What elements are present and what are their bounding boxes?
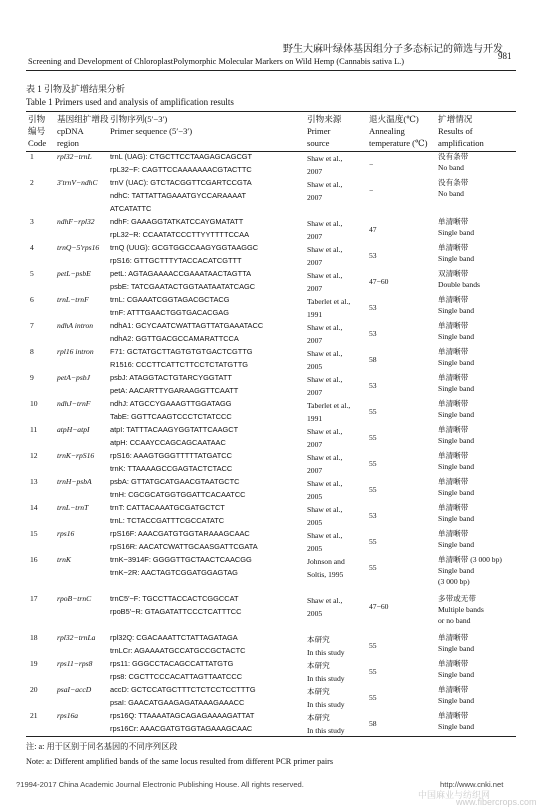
row-result: 单清晰带 [438, 347, 469, 356]
row-result: 单清晰带 [438, 711, 469, 720]
row-result: Single band [438, 540, 475, 549]
row-result: 单清晰带 [438, 321, 469, 330]
row-result: 单清晰带 [438, 425, 469, 434]
row-code: 7 [30, 321, 34, 330]
row-primer-sequence: psaI: GAACATGAAGAGATAAAGAAACC [110, 698, 245, 707]
row-region: trnQ−5′rps16 [57, 243, 100, 252]
row-primer-sequence: rps16Cr: AAACGATGTGGTAGAAAGCAAC [110, 724, 253, 733]
row-annealing-temp: 55 [369, 459, 377, 468]
row-source: 1991 [307, 414, 323, 423]
row-primer-sequence: trnL: TCTACCGATTTCGCCATATC [110, 516, 225, 525]
row-result: Single band [438, 332, 475, 341]
row-region: rps16a [57, 711, 79, 720]
row-result: 单清晰带 [438, 685, 469, 694]
row-region: trnH−psbA [57, 477, 92, 486]
row-primer-sequence: rpS16: GTTGCTTTYTACCACATCGTTT [110, 256, 242, 265]
row-annealing-temp: 53 [369, 251, 377, 260]
row-code: 2 [30, 178, 34, 187]
row-annealing-temp: 55 [369, 485, 377, 494]
row-source: 1991 [307, 310, 323, 319]
row-annealing-temp: 55 [369, 641, 377, 650]
row-result: 双清晰带 [438, 269, 469, 278]
row-result: Single band [438, 670, 475, 679]
copyright-footer: ?1994-2017 China Academic Journal Electronic Publishing House. All rights reserved. [16, 780, 304, 789]
row-source: Johnson and [307, 557, 345, 566]
row-code: 9 [30, 373, 34, 382]
row-source: In this study [307, 726, 345, 735]
row-code: 8 [30, 347, 34, 356]
row-result: or no band [438, 616, 471, 625]
row-result: Single band [438, 436, 475, 445]
row-result: 单清晰带 [438, 529, 469, 538]
row-annealing-temp: 58 [369, 719, 377, 728]
row-source: 2007 [307, 336, 323, 345]
row-source: Soltis, 1995 [307, 570, 344, 579]
table-note-cn: 注: a: 用于区别于同名基因的不同序列区段 [26, 742, 178, 751]
row-primer-sequence: trnV (UAC): GTCTACGGTTCGARTCCGTA [110, 178, 252, 187]
row-primer-sequence: rps8: CGCTTCCCACATTAGTTAATCCC [110, 672, 243, 681]
row-region: ndhJ−trnF [57, 399, 91, 408]
table-bottom-rule [26, 736, 516, 737]
row-code: 16 [30, 555, 38, 564]
row-region: trnL−trnF [57, 295, 89, 304]
row-primer-sequence: ndhA2: GGTTGACGCCAMARATTCCA [110, 334, 239, 343]
row-primer-sequence: rpl32Q: CGACAAATTCTATTAGATAGA [110, 633, 238, 642]
row-region: rpl16 intron [57, 347, 94, 356]
row-source: 2007 [307, 232, 323, 241]
row-annealing-temp: 55 [369, 693, 377, 702]
row-result: 单清晰带 (3 000 bp) [438, 555, 502, 564]
row-result: No band [438, 189, 464, 198]
row-annealing-temp: 55 [369, 667, 377, 676]
row-annealing-temp: 58 [369, 355, 377, 364]
row-source: 本研究 [307, 713, 330, 722]
row-result: Single band [438, 696, 475, 705]
row-annealing-temp: 55 [369, 433, 377, 442]
row-region: rpl32−trnLa [57, 633, 96, 642]
running-header-cn: 野生大麻叶绿体基因组分子多态标记的筛选与开发 [283, 44, 503, 55]
row-primer-sequence: TabE: GGTTCAAGTCCCTCTATCCC [110, 412, 232, 421]
watermark-url: www.fibercrops.com [456, 797, 537, 807]
row-region: ndhF−rpl32 [57, 217, 95, 226]
row-source: Shaw et al., [307, 219, 343, 228]
row-code: 11 [30, 425, 38, 434]
row-code: 20 [30, 685, 38, 694]
row-source: Shaw et al., [307, 271, 343, 280]
row-source: In this study [307, 674, 345, 683]
row-source: Shaw et al., [307, 505, 343, 514]
row-code: 13 [30, 477, 38, 486]
row-region: psaI−accD [57, 685, 92, 694]
row-result: 单清晰带 [438, 243, 469, 252]
row-annealing-temp: − [369, 160, 374, 169]
row-result: Single band [438, 644, 475, 653]
row-source: Shaw et al., [307, 180, 343, 189]
row-annealing-temp: 53 [369, 303, 377, 312]
row-primer-sequence: ndhJ: ATGCCYGAAAGTTGGATAGG [110, 399, 232, 408]
row-annealing-temp: 53 [369, 381, 377, 390]
row-code: 19 [30, 659, 38, 668]
row-primer-sequence: rpS16R: AACATCWATTGCAASGATTCGATA [110, 542, 258, 551]
row-primer-sequence: accD: GCTCCATGCTTTCTCTCCTCCTTTG [110, 685, 256, 694]
row-primer-sequence: trnF: ATTTGAACTGGTGACACGAG [110, 308, 229, 317]
row-code: 5 [30, 269, 34, 278]
table-caption-cn: 表 1 引物及扩增结果分析 [26, 84, 126, 94]
row-result: 单清晰带 [438, 633, 469, 642]
row-primer-sequence: rpoB5′−R: GTAGATATTCCCTCATTTCC [110, 607, 242, 616]
row-source: Shaw et al., [307, 349, 343, 358]
col-header-code: 引物 编号 Code [28, 114, 47, 148]
row-source: Shaw et al., [307, 375, 343, 384]
row-source: 2005 [307, 518, 323, 527]
col-header-results: 扩增情况 Results of amplification [438, 114, 484, 148]
row-annealing-temp: − [369, 186, 374, 195]
header-rule [26, 70, 516, 71]
row-result: 单清晰带 [438, 295, 469, 304]
row-code: 17 [30, 594, 38, 603]
row-code: 4 [30, 243, 34, 252]
row-primer-sequence: atpI: TATTTACAAGYGGTATTCAAGCT [110, 425, 239, 434]
row-primer-sequence: R1516: CCCTTCATTCTTCCTCTATGTTG [110, 360, 248, 369]
row-source: 2005 [307, 492, 323, 501]
row-result: 没有条带 [438, 152, 469, 161]
cnki-url: http://www.cnki.net [440, 780, 504, 789]
row-result: Single band [438, 254, 475, 263]
row-region: rps16 [57, 529, 75, 538]
row-source: 本研究 [307, 635, 330, 644]
row-code: 15 [30, 529, 38, 538]
row-result: 单清晰带 [438, 373, 469, 382]
col-header-temp: 退火温度(℃) Annealing temperature (℃) [369, 114, 428, 148]
row-region: petA−psbJ [57, 373, 90, 382]
row-region: rpl32−trnL [57, 152, 92, 161]
row-result: Single band [438, 384, 475, 393]
row-primer-sequence: atpH: CCAAYCCAGCAGCAATAAC [110, 438, 226, 447]
row-region: petL−psbE [57, 269, 91, 278]
row-source: Shaw et al., [307, 154, 343, 163]
row-source: Shaw et al., [307, 427, 343, 436]
row-primer-sequence: trnK: TTAAAAGCCGAGTACTCTACC [110, 464, 233, 473]
row-primer-sequence: trnLCr: AGAAAATGCCATGCCGCTACTC [110, 646, 246, 655]
row-source: 2007 [307, 167, 323, 176]
row-code: 1 [30, 152, 34, 161]
row-source: 2007 [307, 258, 323, 267]
row-source: Shaw et al., [307, 323, 343, 332]
row-primer-sequence: trnL (UAG): CTGCTTCCTAAGAGCAGCGT [110, 152, 253, 161]
page-number: 981 [498, 51, 512, 61]
row-source: Shaw et al., [307, 453, 343, 462]
row-primer-sequence: ndhA1: GCYCAATCWATTAGTTATGAAATACC [110, 321, 264, 330]
row-source: 2007 [307, 388, 323, 397]
row-result: No band [438, 163, 464, 172]
row-primer-sequence: trnK−2R: AACTAGTCGGATGGAGTAG [110, 568, 238, 577]
row-region: trnK−rpS16 [57, 451, 95, 460]
row-source: Shaw et al., [307, 531, 343, 540]
watermark-cn: 中国麻业与纺织网 [418, 790, 491, 800]
row-result: Multiple bands [438, 605, 484, 614]
row-primer-sequence: rpL32−R: CCAATATCCCTTYYTTTTCCAA [110, 230, 249, 239]
row-source: 2007 [307, 466, 323, 475]
row-result: 单清晰带 [438, 451, 469, 460]
row-primer-sequence: trnL: CGAAATCGGTAGACGCTACG [110, 295, 230, 304]
row-source: Taberlet et al., [307, 297, 351, 306]
row-code: 3 [30, 217, 34, 226]
row-result: Double bands [438, 280, 480, 289]
row-result: 单清晰带 [438, 399, 469, 408]
table-note-en: Note: a: Different amplified bands of the same locus resulted from different PCR primer pairs [26, 757, 334, 766]
row-source: 2005 [307, 544, 323, 553]
row-primer-sequence: psbA: GTTATGCATGAACGTAATGCTC [110, 477, 240, 486]
row-primer-sequence: rps11: GGGCCTACAGCCATTATGTG [110, 659, 234, 668]
row-source: 本研究 [307, 687, 330, 696]
row-region: rpoB−trnC [57, 594, 92, 603]
row-code: 21 [30, 711, 38, 720]
row-primer-sequence: rpS16: AAAGTGGGTTTTTATGATCC [110, 451, 232, 460]
row-primer-sequence: F71: GCTATGCTTAGTGTGTGACTCGTTG [110, 347, 253, 356]
row-source: 2005 [307, 362, 323, 371]
row-region: atpH−atpI [57, 425, 90, 434]
row-result: Single band [438, 306, 475, 315]
row-result: 单清晰带 [438, 503, 469, 512]
row-result: 没有条带 [438, 178, 469, 187]
row-annealing-temp: 47 [369, 225, 377, 234]
row-source: 2007 [307, 440, 323, 449]
row-result: Single band [438, 228, 475, 237]
row-result: 多带或无带 [438, 594, 476, 603]
row-result: Single band [438, 488, 475, 497]
row-source: Shaw et al., [307, 479, 343, 488]
row-source: 本研究 [307, 661, 330, 670]
row-source: Shaw et al., [307, 596, 343, 605]
row-region: 3′trnV−ndhC [57, 178, 98, 187]
row-annealing-temp: 53 [369, 511, 377, 520]
row-result: (3 000 bp) [438, 577, 470, 586]
row-annealing-temp: 47−60 [369, 602, 389, 611]
row-annealing-temp: 55 [369, 407, 377, 416]
row-primer-sequence: petL: AGTAGAAAACCGAAATAACTAGTTA [110, 269, 251, 278]
row-code: 10 [30, 399, 38, 408]
col-header-source: 引物来源 Primer source [307, 114, 342, 148]
row-source: Shaw et al., [307, 245, 343, 254]
col-header-sequence: 引物序列(5′−3′) Primer sequence (5′−3′) [110, 114, 193, 136]
row-region: ndhA intron [57, 321, 94, 330]
row-primer-sequence: rpS16F: AAACGATGTGGTARAAAGCAAC [110, 529, 250, 538]
row-result: Single band [438, 358, 475, 367]
row-source: 2007 [307, 284, 323, 293]
row-source: In this study [307, 700, 345, 709]
row-primer-sequence: trnT: CATTACAAATGCGATGCTCT [110, 503, 225, 512]
row-source: 2005 [307, 609, 323, 618]
row-primer-sequence: trnH: CGCGCATGGTGGATTCACAATCC [110, 490, 246, 499]
row-region: trnL−trnT [57, 503, 89, 512]
row-primer-sequence: trnQ (UUG): GCGTGGCCAAGYGGTAAGGC [110, 243, 259, 252]
running-header-en: Screening and Development of ChloroplastPolymorphic Molecular Markers on Wild Hemp (Cannabis sativa L.) [28, 57, 405, 66]
row-result: Single band [438, 462, 475, 471]
row-result: 单清晰带 [438, 477, 469, 486]
row-primer-sequence: rpL32−F: CAGTTCCAAAAAAACGTACTTC [110, 165, 252, 174]
row-primer-sequence: ATCATATTC [110, 204, 152, 213]
row-annealing-temp: 47−60 [369, 277, 389, 286]
row-annealing-temp: 55 [369, 537, 377, 546]
row-primer-sequence: ndhC: TATTATTAGAAATGYCCARAAAAT [110, 191, 247, 200]
row-region: trnK [57, 555, 71, 564]
row-primer-sequence: trnK−3914F: GGGGTTGCTAACTCAACGG [110, 555, 252, 564]
row-primer-sequence: petA: AACARTTYGARAAGGTTCAATT [110, 386, 239, 395]
row-annealing-temp: 53 [369, 329, 377, 338]
row-result: Single band [438, 410, 475, 419]
row-primer-sequence: psbJ: ATAGGTACTGTARCYGGTATT [110, 373, 232, 382]
row-source: Taberlet et al., [307, 401, 351, 410]
row-primer-sequence: trnC5′−F: TGCCTTACCACTCGGCCAT [110, 594, 239, 603]
row-code: 6 [30, 295, 34, 304]
row-region: rps11−rps8 [57, 659, 93, 668]
row-result: Single band [438, 722, 475, 731]
row-annealing-temp: 55 [369, 563, 377, 572]
row-code: 12 [30, 451, 38, 460]
row-result: Single band [438, 566, 475, 575]
row-code: 18 [30, 633, 38, 642]
row-source: In this study [307, 648, 345, 657]
row-result: 单清晰带 [438, 217, 469, 226]
row-result: Single band [438, 514, 475, 523]
table-caption-en: Table 1 Primers used and analysis of amplification results [26, 97, 234, 107]
row-primer-sequence: rps16Q: TTAAAATAGCAGAGAAAAGATTAT [110, 711, 255, 720]
table-top-rule [26, 111, 516, 112]
row-code: 14 [30, 503, 38, 512]
row-result: 单清晰带 [438, 659, 469, 668]
col-header-region: 基因组扩增段 cpDNA region [57, 114, 109, 148]
row-primer-sequence: ndhF: GAAAGGTATKATCCAYGMATATT [110, 217, 244, 226]
row-source: 2007 [307, 193, 323, 202]
row-primer-sequence: psbE: TATCGAATACTGGTAATAATATCAGC [110, 282, 256, 291]
